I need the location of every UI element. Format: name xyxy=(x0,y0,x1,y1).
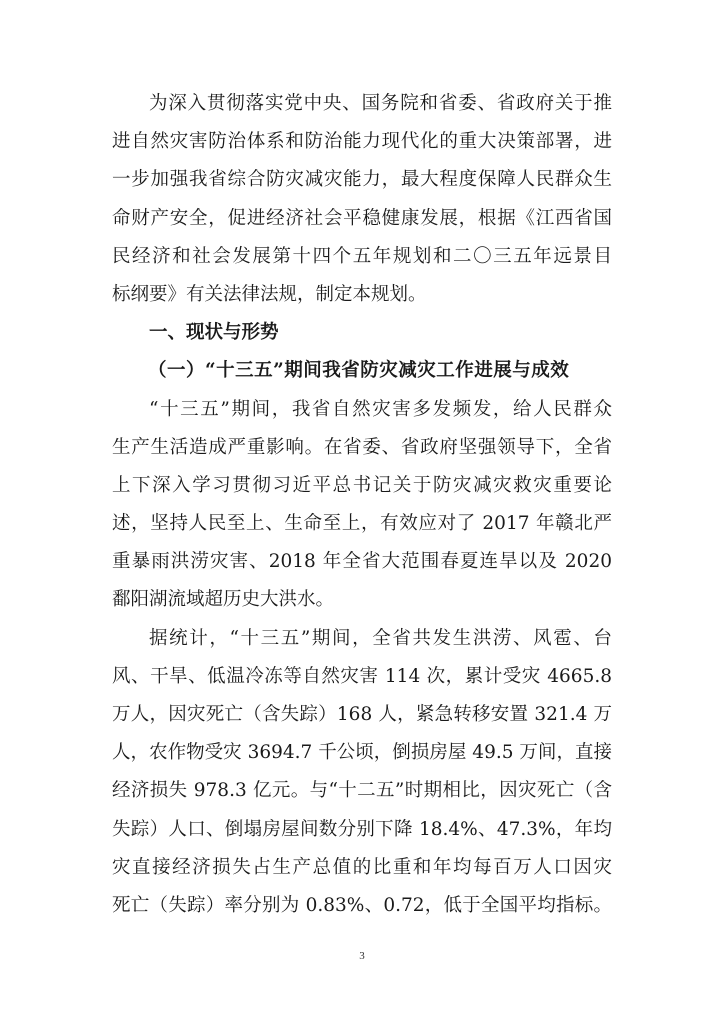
intro-paragraph xyxy=(112,85,612,314)
subsection-heading: （一）“十三五”期间我省防灾减灾工作进展与成效 xyxy=(148,360,570,382)
para3-line-5: 经济损失 978.3 亿元。与“十二五”时期相比，因灾死亡（含 xyxy=(112,780,612,802)
document-body xyxy=(112,85,612,925)
section-heading: 一、现状与形势 xyxy=(149,322,279,344)
para3-line-4: 人，农作物受灾 3694.7 千公顷，倒损房屋 49.5 万间，直接 xyxy=(112,742,612,764)
para3-line-3: 万人，因灾死亡（含失踪）168 人，紧急转移安置 321.4 万 xyxy=(112,704,612,725)
para2-line-4: 述，坚持人民至上、生命至上，有效应对了 2017 年赣北严 xyxy=(112,513,612,535)
page-number: 3 xyxy=(359,950,365,962)
para3-line-1: 据统计，“十三五”期间，全省共发生洪涝、风雹、台 xyxy=(149,627,612,649)
paragraph-3 xyxy=(112,620,612,926)
para3-line-8: 死亡（失踪）率分别为 0.83%、0.72，低于全国平均指标。 xyxy=(112,894,612,916)
para2-line-5: 重暴雨洪涝灾害、2018 年全省大范围春夏连旱以及 2020 xyxy=(112,551,612,573)
para2-line-3: 上下深入学习贯彻习近平总书记关于防灾减灾救灾重要论 xyxy=(112,474,612,496)
intro-line-3: 一步加强我省综合防灾减灾能力，最大程度保障人民群众生 xyxy=(112,169,612,191)
intro-line-6: 标纲要》有关法律法规，制定本规划。 xyxy=(112,283,427,305)
intro-line-5: 民经济和社会发展第十四个五年规划和二〇三五年远景目 xyxy=(112,245,612,267)
para2-line-6: 鄱阳湖流域超历史大洪水。 xyxy=(112,589,335,611)
para3-line-6: 失踪）人口、倒塌房屋间数分别下降 18.4%、47.3%，年均 xyxy=(112,818,612,840)
intro-line-1: 为深入贯彻落实党中央、国务院和省委、省政府关于推 xyxy=(149,93,612,114)
intro-line-4: 命财产安全，促进经济社会平稳健康发展，根据《江西省国 xyxy=(112,207,612,229)
intro-line-2: 进自然灾害防治体系和防治能力现代化的重大决策部署，进 xyxy=(112,131,612,153)
paragraph-2 xyxy=(112,391,612,620)
para3-line-2: 风、干旱、低温冷冻等自然灾害 114 次，累计受灾 4665.8 xyxy=(112,665,612,687)
para2-line-1: “十三五”期间，我省自然灾害多发频发，给人民群众 xyxy=(149,398,612,420)
para2-line-2: 生产生活造成严重影响。在省委、省政府坚强领导下，全省 xyxy=(112,436,612,458)
para3-line-7: 灾直接经济损失占生产总值的比重和年均每百万人口因灾 xyxy=(112,856,612,878)
